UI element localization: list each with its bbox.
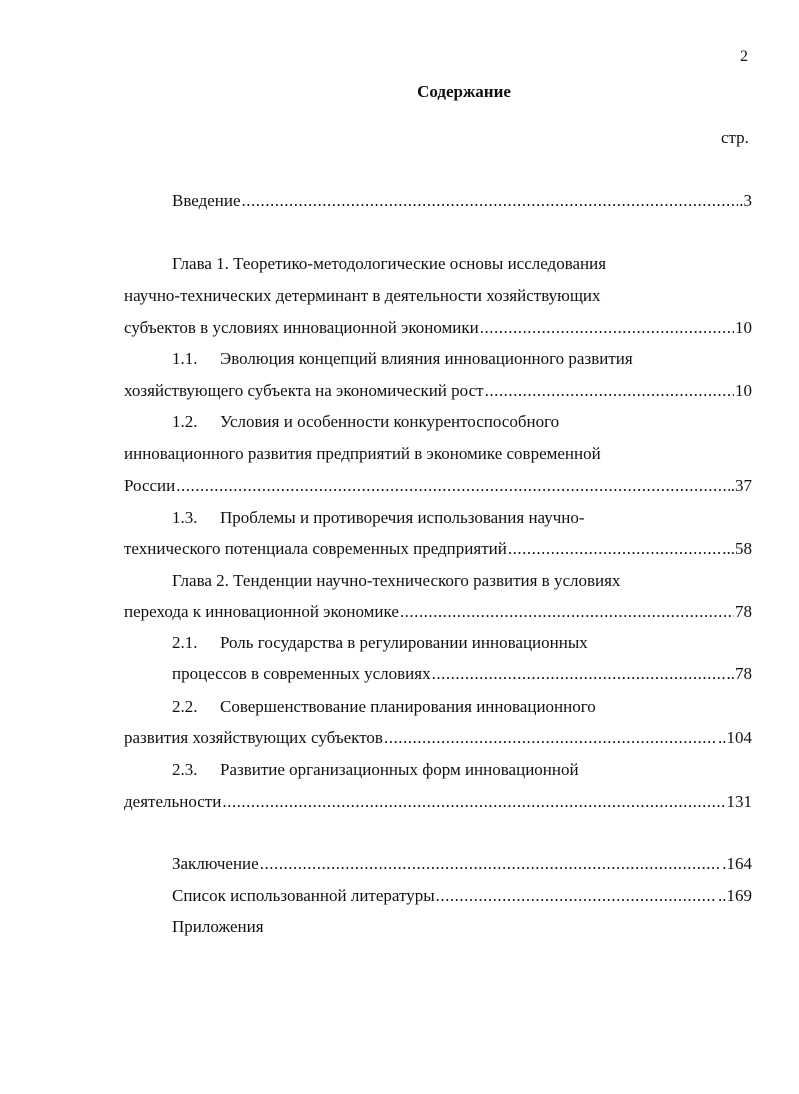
toc-page: 131 xyxy=(726,792,752,811)
dot-leader xyxy=(436,886,717,906)
toc-entry-chapter2[interactable] xyxy=(124,602,752,622)
toc-entry-references[interactable] xyxy=(172,886,752,906)
toc-label: Список использованной литературы xyxy=(172,886,435,905)
toc-label: процессов в современных условиях xyxy=(172,664,431,683)
toc-page: .164 xyxy=(722,854,752,873)
toc-chapter1-line1: Глава 1. Теоретико-методологические основы исследования xyxy=(172,254,607,273)
toc-entry-intro[interactable] xyxy=(172,191,752,211)
toc-s2-2-line1: Совершенствование планирования инновационного xyxy=(220,697,596,716)
toc-section-number: 2.3. xyxy=(172,760,198,779)
toc-s2-1-line1: Роль государства в регулировании инновационных xyxy=(220,633,588,652)
dot-leader xyxy=(508,539,721,559)
toc-label: деятельности xyxy=(124,792,222,811)
toc-section-number: 1.3. xyxy=(172,508,198,527)
toc-entry-appendices[interactable]: Приложения xyxy=(172,917,264,936)
toc-label: России xyxy=(124,476,176,495)
toc-entry-s2-1[interactable] xyxy=(172,664,752,684)
toc-s2-3-line1: Развитие организационных форм инновационной xyxy=(220,760,579,779)
toc-section-number: 2.2. xyxy=(172,697,198,716)
toc-label: перехода к инновационной экономике xyxy=(124,602,399,621)
toc-chapter2-line1: Глава 2. Тенденции научно-технического развития в условиях xyxy=(172,571,621,590)
page-column-label: стр. xyxy=(721,128,749,147)
toc-s1-1-line1: Эволюция концепций влияния инновационного развития xyxy=(220,349,633,368)
dot-leader xyxy=(242,191,739,211)
toc-section-number: 1.1. xyxy=(172,349,198,368)
toc-entry-chapter1[interactable] xyxy=(124,318,752,338)
toc-label: Заключение xyxy=(172,854,259,873)
toc-s1-2-line2: инновационного развития предприятий в экономике современной xyxy=(124,444,601,463)
toc-label: хозяйствующего субъекта на экономический рост xyxy=(124,381,484,400)
dot-leader xyxy=(260,854,722,874)
toc-page: ..78 xyxy=(726,664,752,683)
toc-label: технического потенциала современных предприятий xyxy=(124,539,507,558)
toc-page: 10 xyxy=(735,381,752,400)
toc-section-number: 2.1. xyxy=(172,633,198,652)
toc-entry-s2-3[interactable] xyxy=(124,792,752,812)
toc-page: ..169 xyxy=(718,886,752,905)
toc-chapter1-line2: научно-технических детерминант в деятельности хозяйствующих xyxy=(124,286,601,305)
toc-page: 10 xyxy=(735,318,752,337)
toc-page: ..104 xyxy=(718,728,752,747)
dot-leader xyxy=(485,381,734,401)
toc-page: .37 xyxy=(730,476,752,495)
page-number: 2 xyxy=(740,48,748,65)
dot-leader xyxy=(222,792,725,812)
dot-leader xyxy=(384,728,717,748)
toc-s1-3-line1: Проблемы и противоречия использования научно- xyxy=(220,508,585,527)
toc-label: субъектов в условиях инновационной экономики xyxy=(124,318,479,337)
toc-entry-s2-2[interactable] xyxy=(124,728,752,748)
dot-leader xyxy=(432,664,726,684)
page-title: Содержание xyxy=(417,82,511,101)
dot-leader xyxy=(176,476,730,496)
toc-label: Введение xyxy=(172,191,241,210)
toc-page: 78 xyxy=(735,602,752,621)
dot-leader xyxy=(480,318,734,338)
toc-section-number: 1.2. xyxy=(172,412,198,431)
toc-entry-s1-1[interactable] xyxy=(124,381,752,401)
toc-page: ...58 xyxy=(722,539,752,558)
dot-leader xyxy=(400,602,734,622)
toc-entry-s1-2[interactable] xyxy=(124,476,752,496)
toc-label: развития хозяйствующих субъектов xyxy=(124,728,383,747)
toc-entry-s1-3[interactable] xyxy=(124,539,752,559)
toc-s1-2-line1: Условия и особенности конкурентоспособного xyxy=(220,412,560,431)
toc-entry-conclusion[interactable] xyxy=(172,854,752,874)
toc-page: .3 xyxy=(739,191,752,210)
